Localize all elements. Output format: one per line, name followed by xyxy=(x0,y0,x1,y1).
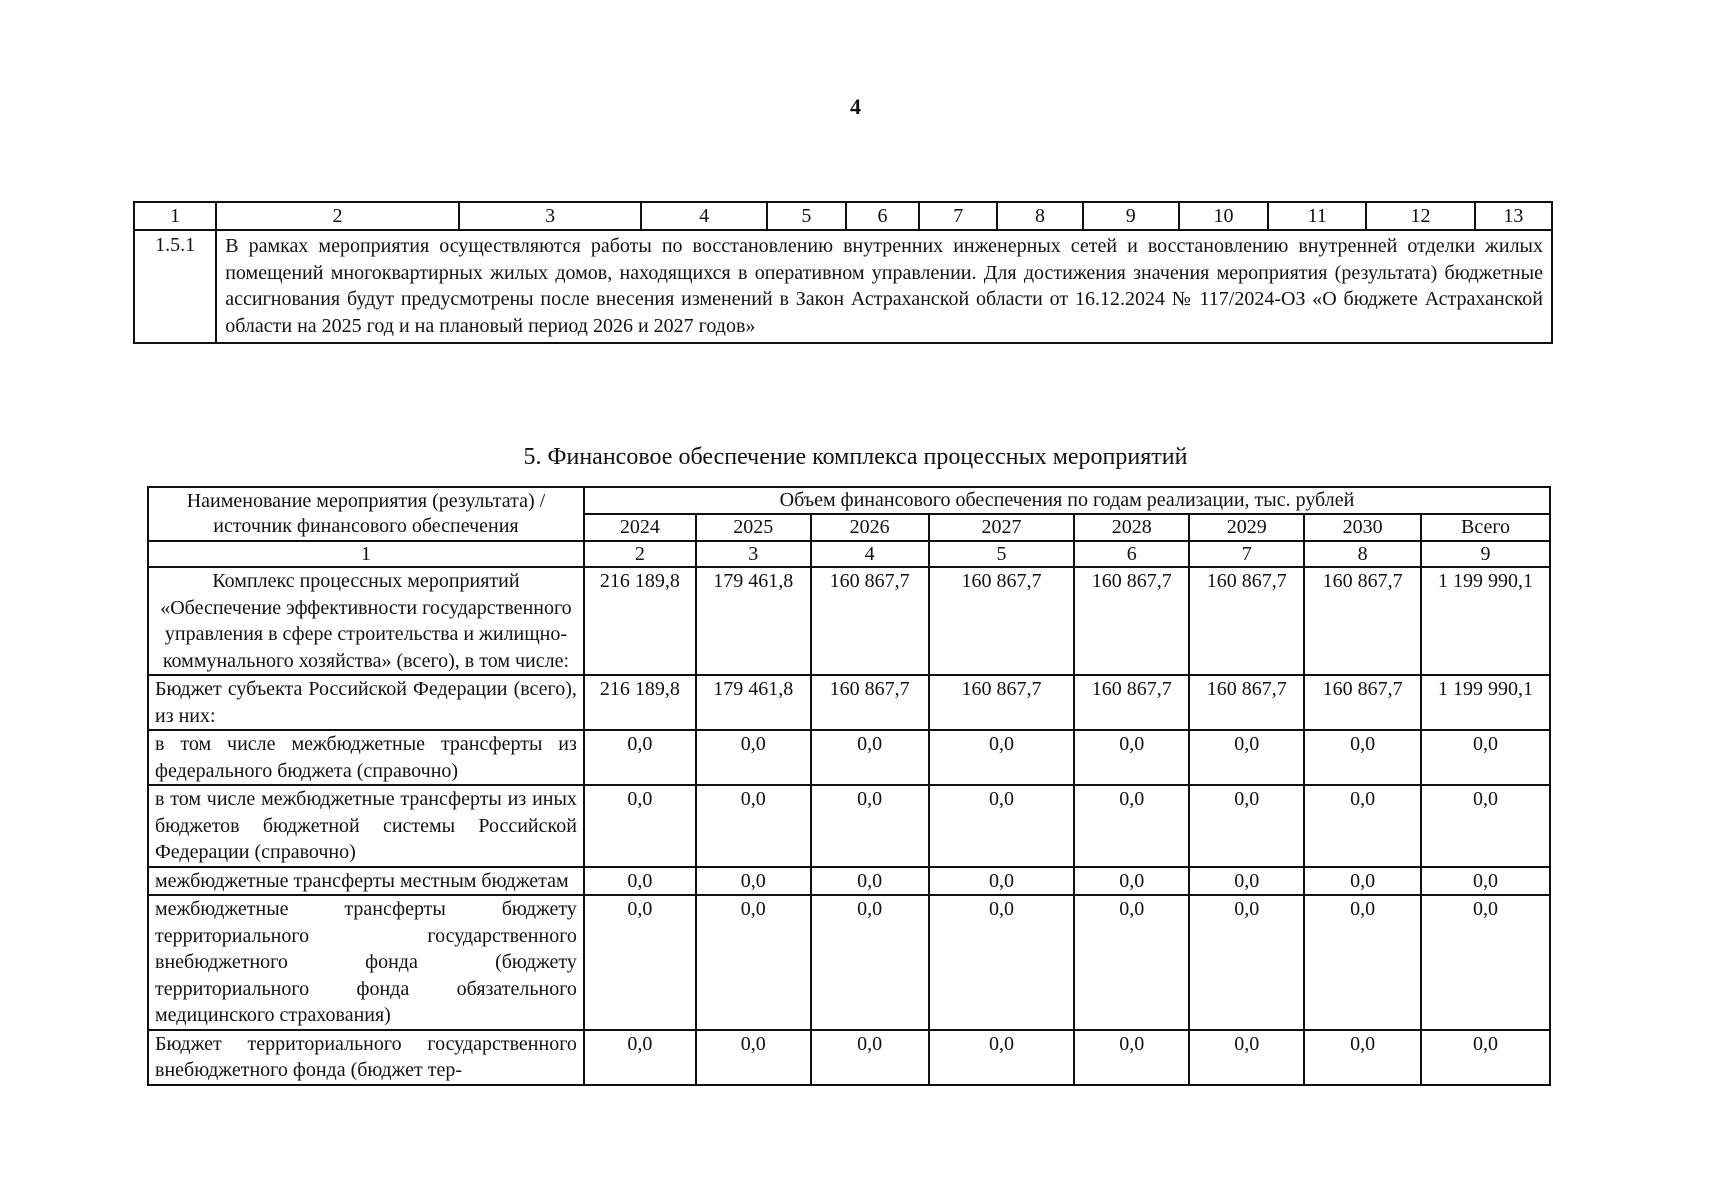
finance-row xyxy=(148,730,1550,785)
finance-value: 160 867,7 xyxy=(811,567,929,675)
measure-row xyxy=(134,230,1552,343)
finance-value: 1 199 990,1 xyxy=(1421,675,1550,730)
finance-row-name: Комплекс процессных мероприятий «Обеспечение эффективности государственного управления в сфере строительства и жилищно-коммунального хозяйства» (всего), в том числе: xyxy=(148,567,584,675)
finance-value: 160 867,7 xyxy=(1074,567,1189,675)
finance-value: 0,0 xyxy=(584,895,696,1030)
column-number: 3 xyxy=(459,202,642,230)
finance-value: 160 867,7 xyxy=(811,675,929,730)
finance-value: 0,0 xyxy=(696,785,811,867)
finance-value: 0,0 xyxy=(1189,867,1304,896)
column-index-row xyxy=(148,541,1550,567)
finance-row-name: Бюджет субъекта Российской Федерации (всего), из них: xyxy=(148,675,584,730)
finance-value: 0,0 xyxy=(1189,895,1304,1030)
year-header: 2025 xyxy=(696,514,811,541)
column-number: 6 xyxy=(846,202,919,230)
finance-value: 216 189,8 xyxy=(584,567,696,675)
column-index: 5 xyxy=(929,541,1075,567)
column-number: 13 xyxy=(1475,202,1552,230)
year-header: 2030 xyxy=(1304,514,1421,541)
section-title: 5. Финансовое обеспечение комплекса процессных мероприятий xyxy=(523,444,1188,470)
finance-header-row xyxy=(148,487,1550,514)
column-number: 2 xyxy=(216,202,459,230)
finance-value: 0,0 xyxy=(696,1030,811,1085)
finance-value: 0,0 xyxy=(929,867,1075,896)
finance-value: 1 199 990,1 xyxy=(1421,567,1550,675)
year-header: 2029 xyxy=(1189,514,1304,541)
year-header: 2027 xyxy=(929,514,1075,541)
column-index: 8 xyxy=(1304,541,1421,567)
measure-number: 1.5.1 xyxy=(134,230,216,343)
column-number: 8 xyxy=(997,202,1082,230)
column-index: 6 xyxy=(1074,541,1189,567)
finance-value: 0,0 xyxy=(811,895,929,1030)
finance-value: 0,0 xyxy=(584,867,696,896)
finance-value: 179 461,8 xyxy=(696,567,811,675)
finance-table xyxy=(147,486,1551,1086)
column-number-row xyxy=(134,202,1552,230)
finance-value: 0,0 xyxy=(1074,1030,1189,1085)
finance-row xyxy=(148,567,1550,675)
column-index: 9 xyxy=(1421,541,1550,567)
finance-value: 0,0 xyxy=(1189,730,1304,785)
finance-value: 0,0 xyxy=(1304,1030,1421,1085)
finance-row xyxy=(148,785,1550,867)
finance-value: 179 461,8 xyxy=(696,675,811,730)
column-index: 2 xyxy=(584,541,696,567)
page-number: 4 xyxy=(850,94,861,119)
finance-row-name: межбюджетные трансферты местным бюджетам xyxy=(148,867,584,896)
finance-row-name: в том числе межбюджетные трансферты из федерального бюджета (справочно) xyxy=(148,730,584,785)
volume-column-header: Объем финансового обеспечения по годам реализации, тыс. рублей xyxy=(584,487,1550,514)
finance-value: 0,0 xyxy=(1304,867,1421,896)
finance-value: 0,0 xyxy=(584,730,696,785)
finance-value: 160 867,7 xyxy=(1189,567,1304,675)
finance-value: 0,0 xyxy=(1074,785,1189,867)
finance-value: 0,0 xyxy=(1421,895,1550,1030)
column-index: 4 xyxy=(811,541,929,567)
finance-value: 0,0 xyxy=(929,895,1075,1030)
finance-value: 160 867,7 xyxy=(929,567,1075,675)
finance-row xyxy=(148,675,1550,730)
finance-value: 0,0 xyxy=(1421,785,1550,867)
finance-row xyxy=(148,867,1550,896)
finance-value: 0,0 xyxy=(811,1030,929,1085)
finance-value: 0,0 xyxy=(1421,867,1550,896)
column-number: 9 xyxy=(1083,202,1179,230)
column-number: 11 xyxy=(1268,202,1366,230)
finance-value: 0,0 xyxy=(1304,785,1421,867)
finance-value: 0,0 xyxy=(1189,785,1304,867)
column-index: 3 xyxy=(696,541,811,567)
column-number: 10 xyxy=(1179,202,1268,230)
year-header: 2028 xyxy=(1074,514,1189,541)
column-number: 1 xyxy=(134,202,216,230)
finance-row xyxy=(148,895,1550,1030)
column-number: 4 xyxy=(641,202,766,230)
year-header: 2026 xyxy=(811,514,929,541)
measure-description: В рамках мероприятия осуществляются работы по восстановлению внутренних инженерных сетей и восстановлению внутренней отделки жилых помещений многоквартирных жилых домов, находящихся в оперативном управлении. Для достижения значения мероприятия (результата) бюджетные ассигнования будут предусмотрены после внесения изменений в Закон Астраханской области от 16.12.2024 № 117/2024-ОЗ «О бюджете Астраханской области на 2025 год и на плановый период 2026 и 2027 годов» xyxy=(216,230,1552,343)
finance-row-name: межбюджетные трансферты бюджету территориального государственного внебюджетного фонда (бюджету территориального фонда обязательного медицинского страхования) xyxy=(148,895,584,1030)
column-index: 7 xyxy=(1189,541,1304,567)
column-number: 7 xyxy=(919,202,997,230)
finance-value: 0,0 xyxy=(811,867,929,896)
finance-value: 160 867,7 xyxy=(929,675,1075,730)
finance-value: 0,0 xyxy=(1304,730,1421,785)
column-number: 5 xyxy=(767,202,846,230)
finance-value: 0,0 xyxy=(929,730,1075,785)
finance-value: 0,0 xyxy=(1189,1030,1304,1085)
column-number: 12 xyxy=(1366,202,1474,230)
measures-table xyxy=(133,201,1553,344)
finance-value: 160 867,7 xyxy=(1074,675,1189,730)
finance-value: 0,0 xyxy=(1304,895,1421,1030)
finance-value: 0,0 xyxy=(1074,895,1189,1030)
finance-value: 0,0 xyxy=(1421,730,1550,785)
name-column-header: Наименование мероприятия (результата) / источник финансового обеспечения xyxy=(148,487,584,541)
finance-value: 160 867,7 xyxy=(1304,675,1421,730)
finance-value: 216 189,8 xyxy=(584,675,696,730)
finance-value: 0,0 xyxy=(696,895,811,1030)
finance-value: 0,0 xyxy=(929,1030,1075,1085)
finance-value: 0,0 xyxy=(929,785,1075,867)
finance-value: 0,0 xyxy=(584,785,696,867)
finance-value: 0,0 xyxy=(696,867,811,896)
finance-value: 0,0 xyxy=(584,1030,696,1085)
finance-row-name: Бюджет территориального государственного внебюджетного фонда (бюджет тер- xyxy=(148,1030,584,1085)
finance-value: 0,0 xyxy=(811,730,929,785)
finance-row-name: в том числе межбюджетные трансферты из иных бюджетов бюджетной системы Российской Федерации (справочно) xyxy=(148,785,584,867)
finance-value: 160 867,7 xyxy=(1189,675,1304,730)
finance-value: 160 867,7 xyxy=(1304,567,1421,675)
finance-value: 0,0 xyxy=(696,730,811,785)
column-index: 1 xyxy=(148,541,584,567)
finance-value: 0,0 xyxy=(811,785,929,867)
year-header: 2024 xyxy=(584,514,696,541)
finance-row xyxy=(148,1030,1550,1085)
finance-value: 0,0 xyxy=(1074,730,1189,785)
total-header: Всего xyxy=(1421,514,1550,541)
finance-value: 0,0 xyxy=(1074,867,1189,896)
finance-value: 0,0 xyxy=(1421,1030,1550,1085)
